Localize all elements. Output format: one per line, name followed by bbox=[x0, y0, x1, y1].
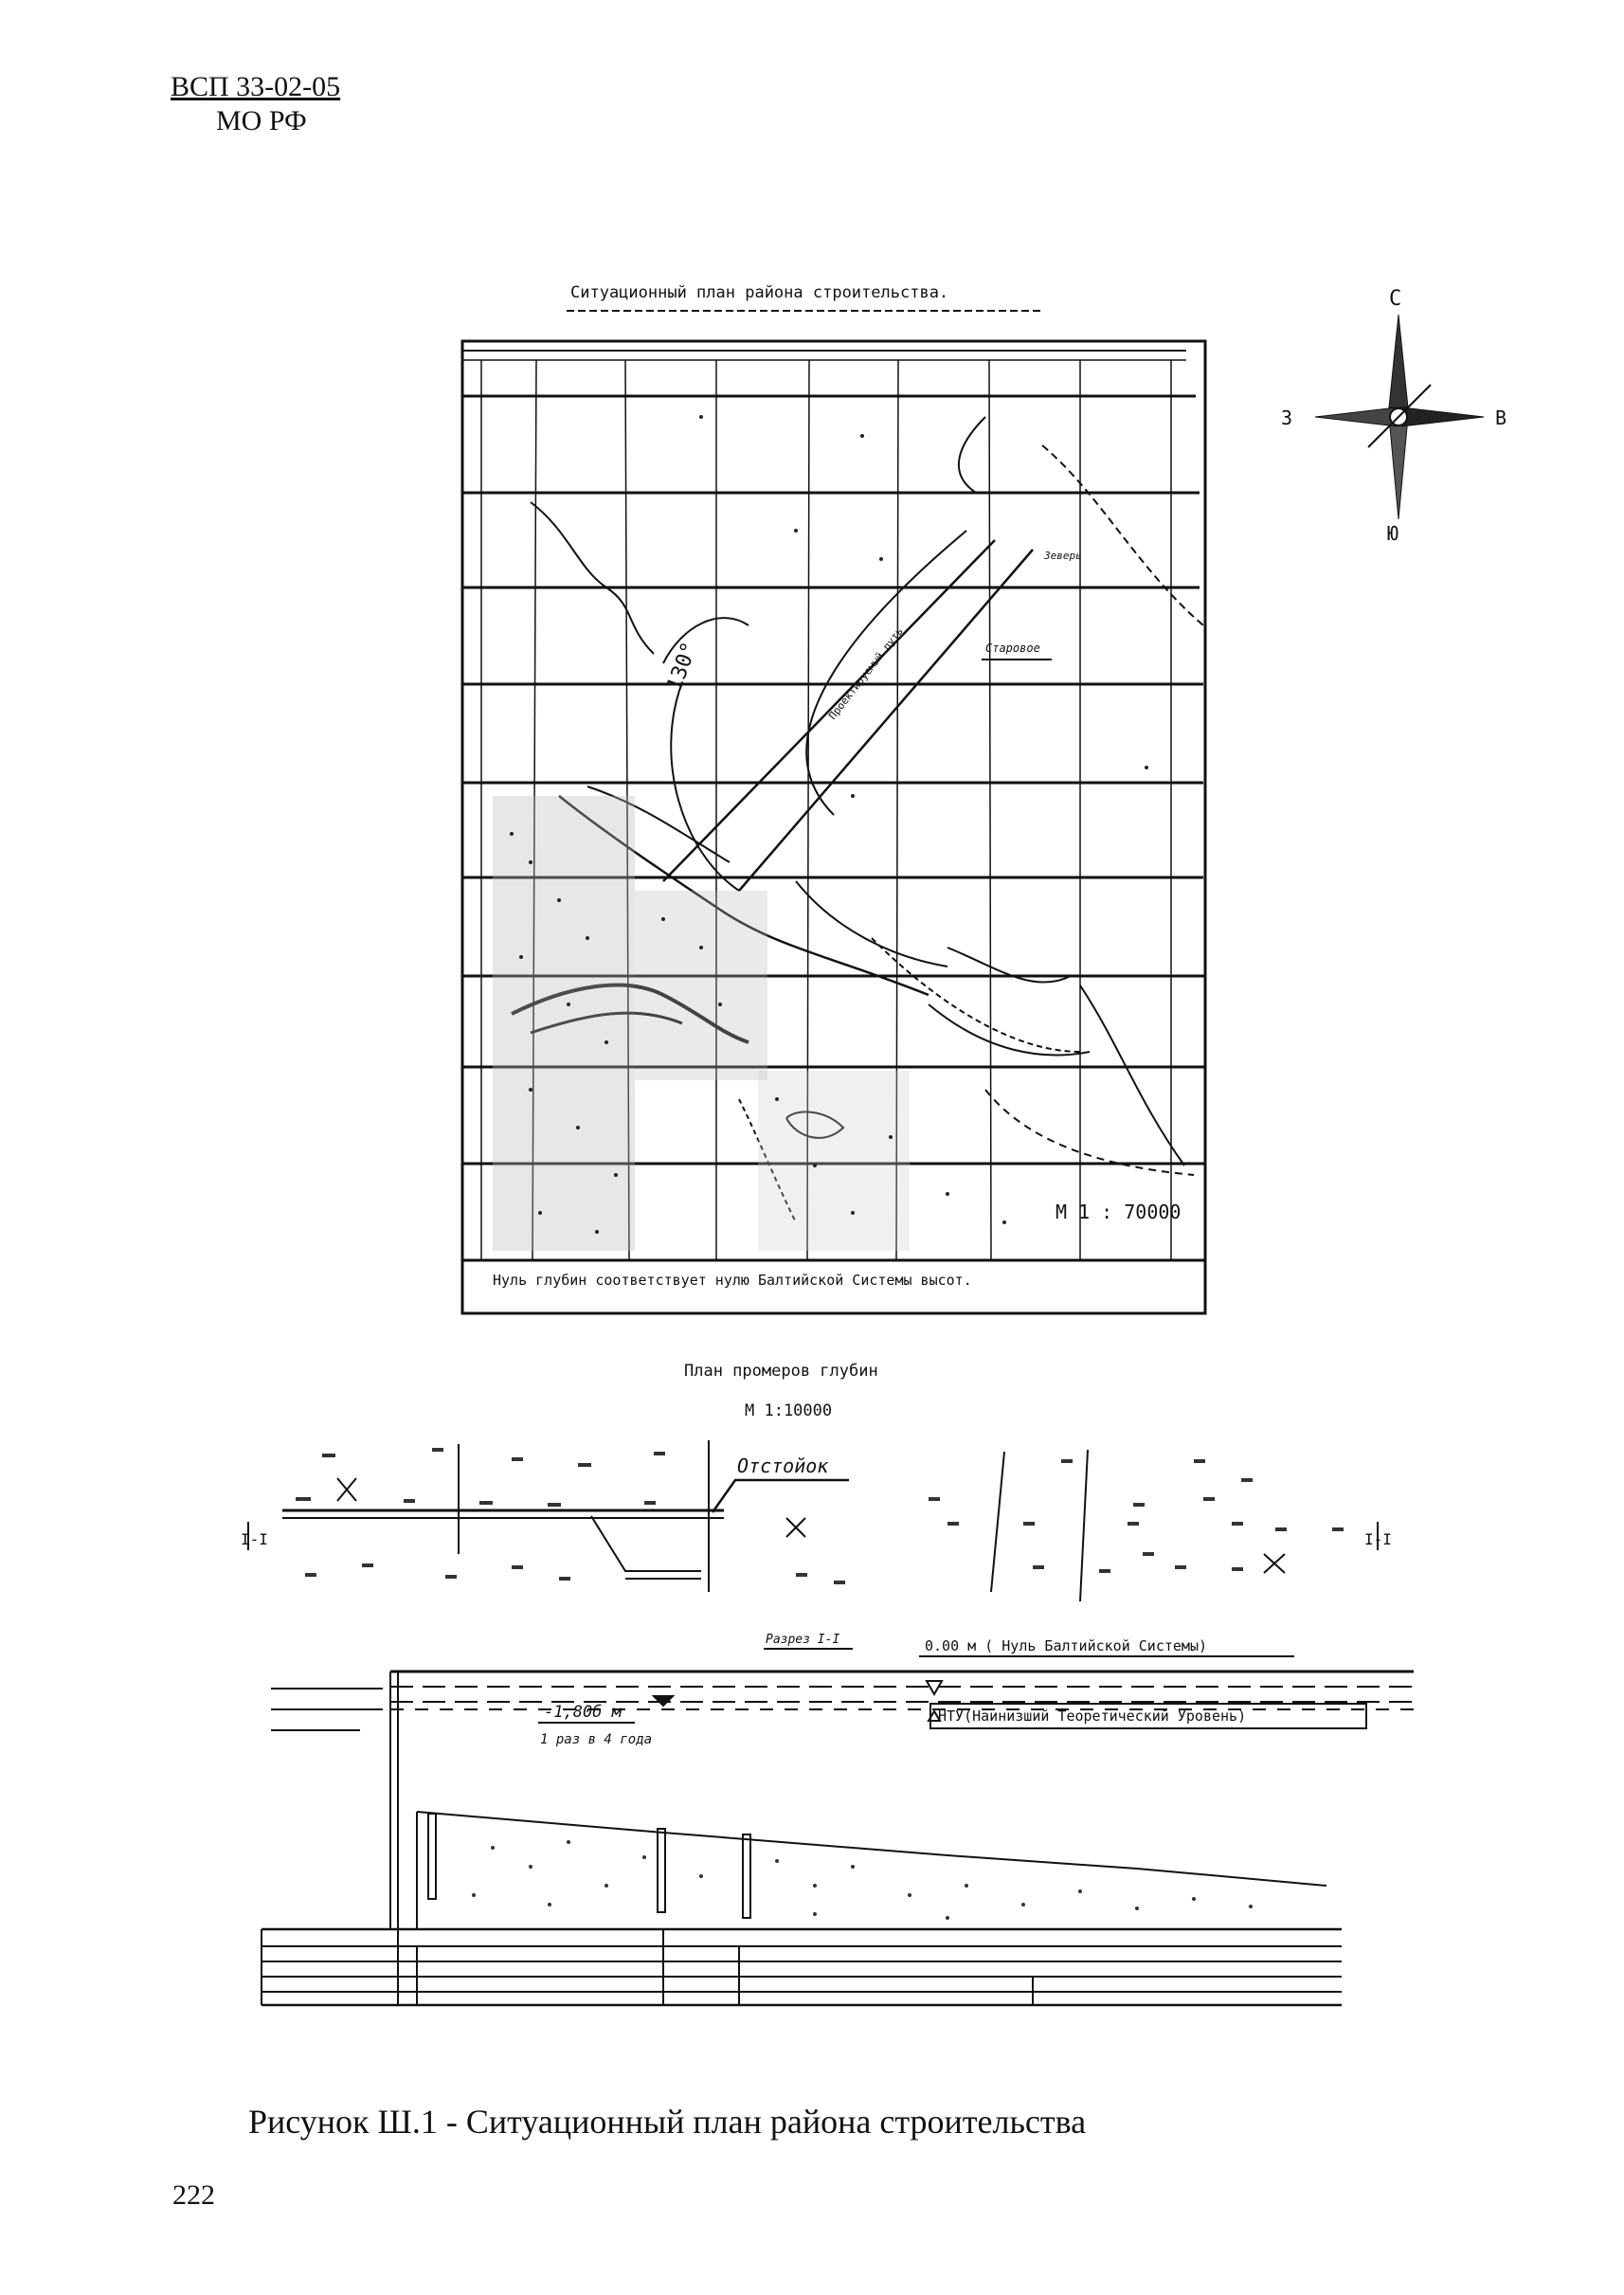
section-mark-right: I-I bbox=[1364, 1530, 1392, 1548]
compass-west-label: З bbox=[1281, 407, 1293, 429]
profile-depth-note: 1 раз в 4 года bbox=[540, 1732, 653, 1747]
map-scale: М 1 : 70000 bbox=[1056, 1201, 1182, 1223]
depth-plan-title: План промеров глубин bbox=[684, 1362, 878, 1381]
document-org: МО РФ bbox=[216, 105, 307, 136]
compass-rose bbox=[1315, 315, 1484, 519]
map-label-route: Проектируемый путь bbox=[826, 624, 906, 722]
compass-south-label: Ю bbox=[1387, 522, 1399, 545]
depth-plan-scale: М 1:10000 bbox=[745, 1401, 833, 1420]
depth-plan-place: Отстойок bbox=[737, 1455, 829, 1477]
profile-level-note: НТУ(Наинизший Теоретический Уровень) bbox=[938, 1708, 1247, 1725]
profile-depth-value: -1,80б м bbox=[544, 1703, 622, 1722]
map-label-place-2: Зеверь bbox=[1044, 550, 1082, 562]
plan-title: Ситуационный план района строительства. bbox=[570, 283, 949, 302]
compass-east-label: В bbox=[1495, 407, 1507, 429]
map-label-place-1: Старовое bbox=[985, 642, 1040, 655]
figure-caption: Рисунок Ш.1 - Ситуационный план района строительства bbox=[248, 2103, 1087, 2141]
map-label-degrees: 130° bbox=[662, 639, 703, 695]
map-footnote: Нуль глубин соответствует нулю Балтийской Системы высот. bbox=[493, 1272, 972, 1289]
compass-north-label: С bbox=[1389, 287, 1402, 311]
profile-soil-stipple bbox=[472, 1840, 1253, 1920]
profile-zero-note: 0.00 м ( Нуль Балтийской Системы) bbox=[925, 1637, 1208, 1654]
section-mark-left: I-I bbox=[241, 1530, 268, 1548]
profile-section-label: Разрез I-I bbox=[766, 1633, 840, 1647]
document-code: ВСП 33-02-05 bbox=[171, 71, 341, 102]
map-stipple bbox=[493, 415, 1148, 1251]
page-number: 222 bbox=[172, 2179, 215, 2211]
